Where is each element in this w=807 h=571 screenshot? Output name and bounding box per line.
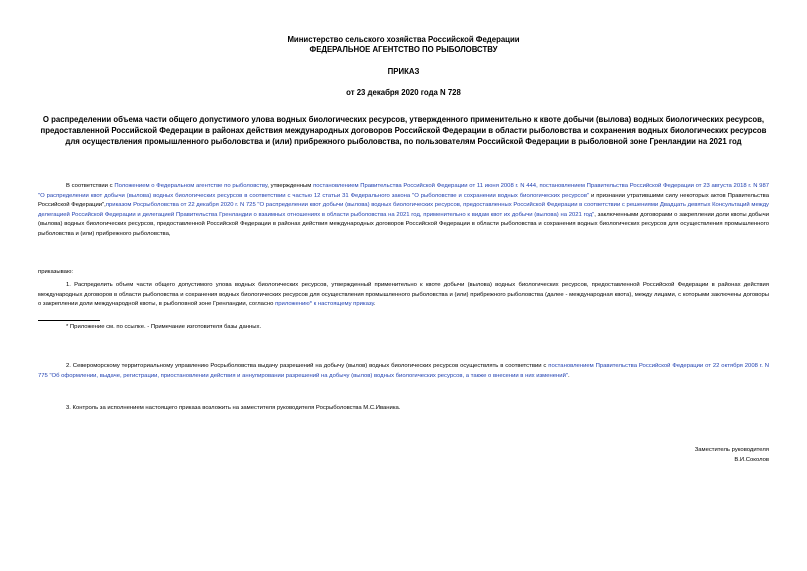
preamble-text-1: В соответствии с [66,183,115,189]
order-word: приказываю: [38,269,74,275]
order-725-link[interactable]: приказом Росрыболовства от 22 декабря 2020 г. N 725 "О распределении квот добычи (вылова) водных биологических ресурсов, предоставленных Российской Федерации в соответствии с решениями Двадцать девятых Консультаций между делегацией Российской Федерации и делегацией Правительства Гренландии о взаимных отношениях в области рыболовства на 2021 год, применительно к видам квот их добычи (вылова) на 2021 год" [38,202,769,218]
document-date-number: от 23 декабря 2020 года N 728 [346,88,461,97]
item-1-text: 1. Распределить объем части общего допустимого улова водных биологических ресурсов, утвержденный применительно к квоте добычи (вылова) водных биологических ресурсов, предоставленной Российской Федерации в районах действия международных договоров в области рыболовства и сохранения водных биологических ресурсов для осуществления промышленного рыболовства и (или) прибрежного рыболовства (далее - международная квота), между лицами, с которыми заключены договоры о закреплении доли международной квоты, в рыболовной зоне Гренландии, согласно [38,282,769,307]
preamble-text-2: , утвержденным [267,183,314,189]
item-2-end: . [567,372,570,379]
item-1-paragraph [38,281,769,310]
government-decree-link[interactable]: постановлением Правительства Российской Федерации от 11 июня 2008 г. N 444, постановлением Правительства Российской Федерации от 23 августа 2018 г. N 987 "О распределении квот добычи (вылова) водных биологических ресурсов в соответствии с частью 12 статьи 31 Федерального закона "О рыболовстве и сохранении водных биологических ресурсов" [38,183,770,199]
agency-regulation-link[interactable]: Положением о Федеральном агентстве по рыболовству [114,183,268,189]
ministry-name: Министерство сельского хозяйства Российской Федерации [287,35,520,44]
agency-name: ФЕДЕРАЛЬНОЕ АГЕНТСТВО ПО РЫБОЛОВСТВУ [309,45,498,54]
appendix-link[interactable]: приложению* к настоящему приказу [275,301,374,307]
item-2-text: 2. Североморскому территориальному управлению Росрыболовства выдачу разрешений на добычу (вылов) водных биологических ресурсов осуществлять в соответствии с [66,363,549,369]
item-3-paragraph: 3. Контроль за исполнением настоящего приказа возложить на заместителя руководителя Росрыболовства М.С.Иваника. [66,405,401,411]
footnote: * Приложение см. по ссылке. - Примечание изготовителя базы данных. [66,324,262,330]
signature-name: В.И.Соколов [734,457,769,463]
item-2-paragraph [38,362,769,381]
preamble-paragraph [38,182,769,239]
preamble-text-4: , заключенными договорами о закреплении доли квоты добычи (вылова) водных биологических ресурсов, предоставленной Российской Федерации в районах действия международных договоров Российской Федерации в области рыболовства и сохранения водных биологических ресурсов для осуществления промышленного рыболовства и (или) прибрежного рыболовства, [38,211,769,237]
item-1-end: . [373,301,376,307]
document-type: ПРИКАЗ [387,67,420,76]
preamble-text-3: и признании утратившими силу некоторых актов Правительства Российской Федерации", [38,192,769,208]
document-title: О распределении объема части общего допустимого улова водных биологических ресурсов, утвержденного применительно к квоте добычи (вылова) водных биологических ресурсов, предоставленной Российской Федерации в районах действия международных договоров Российской Федерации в области рыболовства и сохранения водных биологических ресурсов для осуществления промышленного рыболовства и (или) прибрежного рыболовства, по пользователям Российской Федерации в рыболовной зоне Гренландии на 2021 год [40,115,767,146]
signature-position: Заместитель руководителя [694,447,769,453]
footnote-divider [38,320,100,321]
decree-775-link[interactable]: постановлением Правительства Российской Федерации от 22 октября 2008 г. N 775 "Об оформлении, выдаче, регистрации, приостановлении действия и аннулировании разрешений на добычу (вылов) водных биологических ресурсов, а также о внесении в них изменений" [38,363,769,379]
